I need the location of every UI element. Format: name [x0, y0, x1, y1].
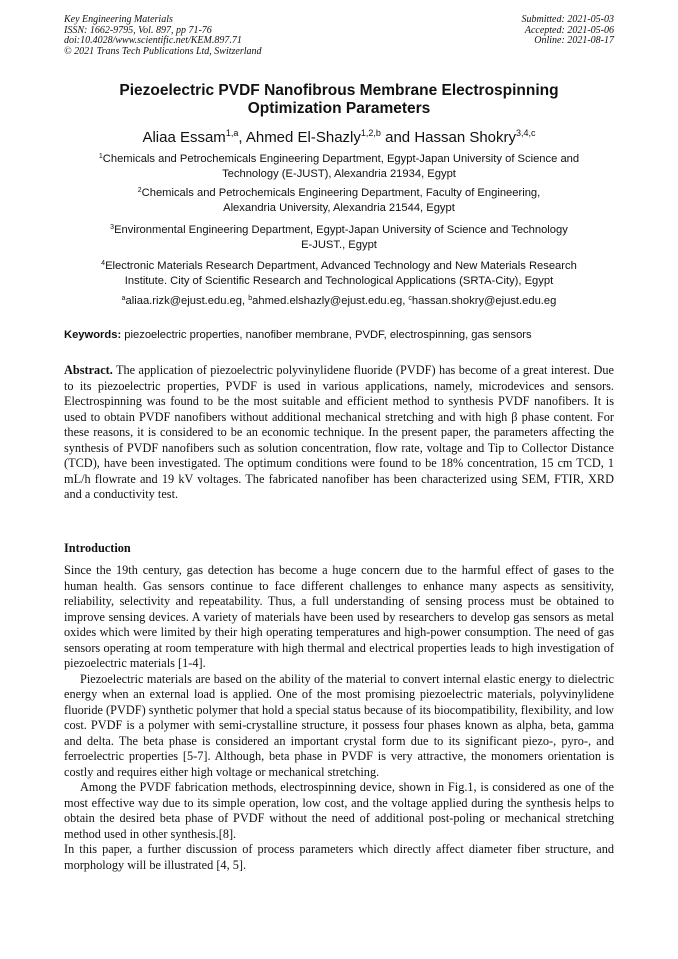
author-affiliation-mark: 1,2,b: [360, 128, 381, 138]
email-mark: b: [248, 295, 253, 302]
journal-doi: doi:10.4028/www.scientific.net/KEM.897.71: [64, 35, 242, 46]
keywords-label: Keywords:: [64, 329, 122, 341]
affiliation-line: Environmental Engineering Department, Egypt-Japan University of Science and Technology: [114, 224, 568, 236]
paragraph: Since the 19th century, gas detection has become a huge concern due to the harmful effect of gases to the human health. Gas sensors continue to face different challenges to enhance many aspects as sensitivity, reliability, selectivity and repeatability. Thus, a full understanding of sensing process must be obtained to improve sensing devices. A variety of materials have been used by researchers to develop gas sensors as metal oxides which were limited by their high operating temperatures and high-power consumption. The need of gas sensors operating at room temperature with high thermal and electrical properties leads to high investigation of piezoelectric materials [1-4].: [64, 563, 614, 670]
author-separator: and: [380, 129, 415, 146]
affiliation-2: [64, 184, 614, 215]
email-mark: c: [408, 295, 412, 302]
introduction-body: [64, 563, 614, 873]
author-name: Hassan Shokry: [414, 129, 517, 146]
journal-copyright: © 2021 Trans Tech Publications Ltd, Switzerland: [64, 45, 262, 57]
affiliation-line: Institute. City of Scientific Research and Technological Applications (SRTA-City), Egypt: [124, 274, 554, 287]
email-address: ahmed.elshazly@ejust.edu.eg,: [252, 295, 409, 307]
abstract-label: Abstract.: [64, 363, 113, 377]
journal-issn: ISSN: 1662-9795, Vol. 897, pp 71-76: [64, 24, 212, 36]
submitted-date: Submitted: 2021-05-03: [521, 14, 614, 25]
paper-title: [64, 82, 614, 118]
affiliation-mark: 3: [110, 224, 115, 231]
author-separator: ,: [238, 129, 246, 146]
title-line-1: Piezoelectric PVDF Nanofibrous Membrane Electrospinning: [119, 82, 559, 99]
email-mark: a: [121, 295, 126, 302]
affiliation-line: Chemicals and Petrochemicals Engineering Department, Faculty of Engineering,: [141, 187, 541, 199]
publication-dates: [522, 15, 615, 47]
affiliation-line: Electronic Materials Research Department, Advanced Technology and New Materials Research: [105, 260, 577, 272]
journal-name: Key Engineering Materials: [64, 14, 173, 25]
author-list: [64, 124, 614, 147]
author-affiliation-mark: 3,4,c: [516, 128, 536, 138]
title-line-2: Optimization Parameters: [247, 100, 431, 117]
affiliation-mark: 2: [137, 187, 142, 194]
affiliation-mark: 4: [101, 260, 106, 267]
abstract-text: The application of piezoelectric polyvinylidene fluoride (PVDF) has become of a great interest. Due to its piezoelectric properties, PVDF is used in various applications, namely, microdevices and sensors. Electrospinning was found to be the most suitable and efficient method to synthesis PVDF nanofibers. It is used to obtain PVDF nanofibers without additional mechanical stretching and with high β phase content. For these reasons, it is considered to be an economic technique. In the present paper, the parameters affecting the synthesis of PVDF nanofibers such as solution concentration, flow rate, voltage and Tip to Collector Distance (TCD), have been investigated. The optimum conditions were found to be 18% concentration, 15 cm TCD, 1 mL/h flowrate and 19 kV voltages. The fabricated nanofiber has been characterized using SEM, FTIR, XRD and a conductivity test.: [64, 363, 614, 501]
affiliation-line: Chemicals and Petrochemicals Engineering Department, Egypt-Japan University of Science and: [102, 153, 580, 165]
online-date: Online: 2021-08-17: [534, 35, 614, 46]
author-emails: [64, 292, 614, 309]
accepted-date: Accepted: 2021-05-06: [524, 24, 614, 36]
affiliation-4: [64, 257, 614, 288]
email-address: aliaa.rizk@ejust.edu.eg,: [125, 295, 249, 307]
paragraph: Piezoelectric materials are based on the ability of the material to convert internal elastic energy to dielectric energy when an external load is applied. One of the most promising piezoelectric materials, polyvinylidene fluoride (PVDF) synthetic polymer that hold a special status because of its biocompatibility, flexibility, and low cost. PVDF is a polymer with semi-crystalline structure, it possess four phases known as alpha, beta, gamma and delta. The beta phase is considered an important crystal form due to its significant piezo-, pyro-, and ferroelectric properties [5-7]. Although, beta phase in PVDF is very attractive, the monomers orientation is costly and requires either high voltage or mechanical stretching.: [64, 671, 614, 779]
keywords: [64, 328, 614, 342]
affiliation-line: Alexandria University, Alexandria 21544, Egypt: [223, 201, 455, 214]
affiliation-line: Technology (E-JUST), Alexandria 21934, Egypt: [222, 167, 456, 180]
abstract: [64, 363, 614, 503]
affiliation-line: E-JUST., Egypt: [301, 238, 377, 251]
author-name: Ahmed El-Shazly: [245, 129, 361, 146]
author-name: Aliaa Essam: [142, 129, 226, 146]
section-heading-introduction: Introduction: [64, 541, 131, 555]
paragraph: Among the PVDF fabrication methods, electrospinning device, shown in Fig.1, is considered as one of the most effective way due to its simple operation, low cost, and the voltage applied during the synthesis helps to obtain the desired beta phase of PVDF without the need of additional post-poling or mechanical stretching method used in other synthesis.[8].: [64, 780, 614, 841]
keywords-text: piezoelectric properties, nanofiber membrane, PVDF, electrospinning, gas sensors: [121, 329, 532, 341]
affiliation-3: [64, 221, 614, 252]
affiliation-1: [64, 150, 614, 181]
affiliation-mark: 1: [98, 153, 103, 160]
author-affiliation-mark: 1,a: [225, 128, 239, 138]
email-address: hassan.shokry@ejust.edu.eg: [411, 295, 557, 307]
paragraph: In this paper, a further discussion of process parameters which directly affect diameter fiber structure, and morphology will be illustrated [4, 5].: [64, 842, 614, 872]
journal-info: [64, 15, 262, 57]
